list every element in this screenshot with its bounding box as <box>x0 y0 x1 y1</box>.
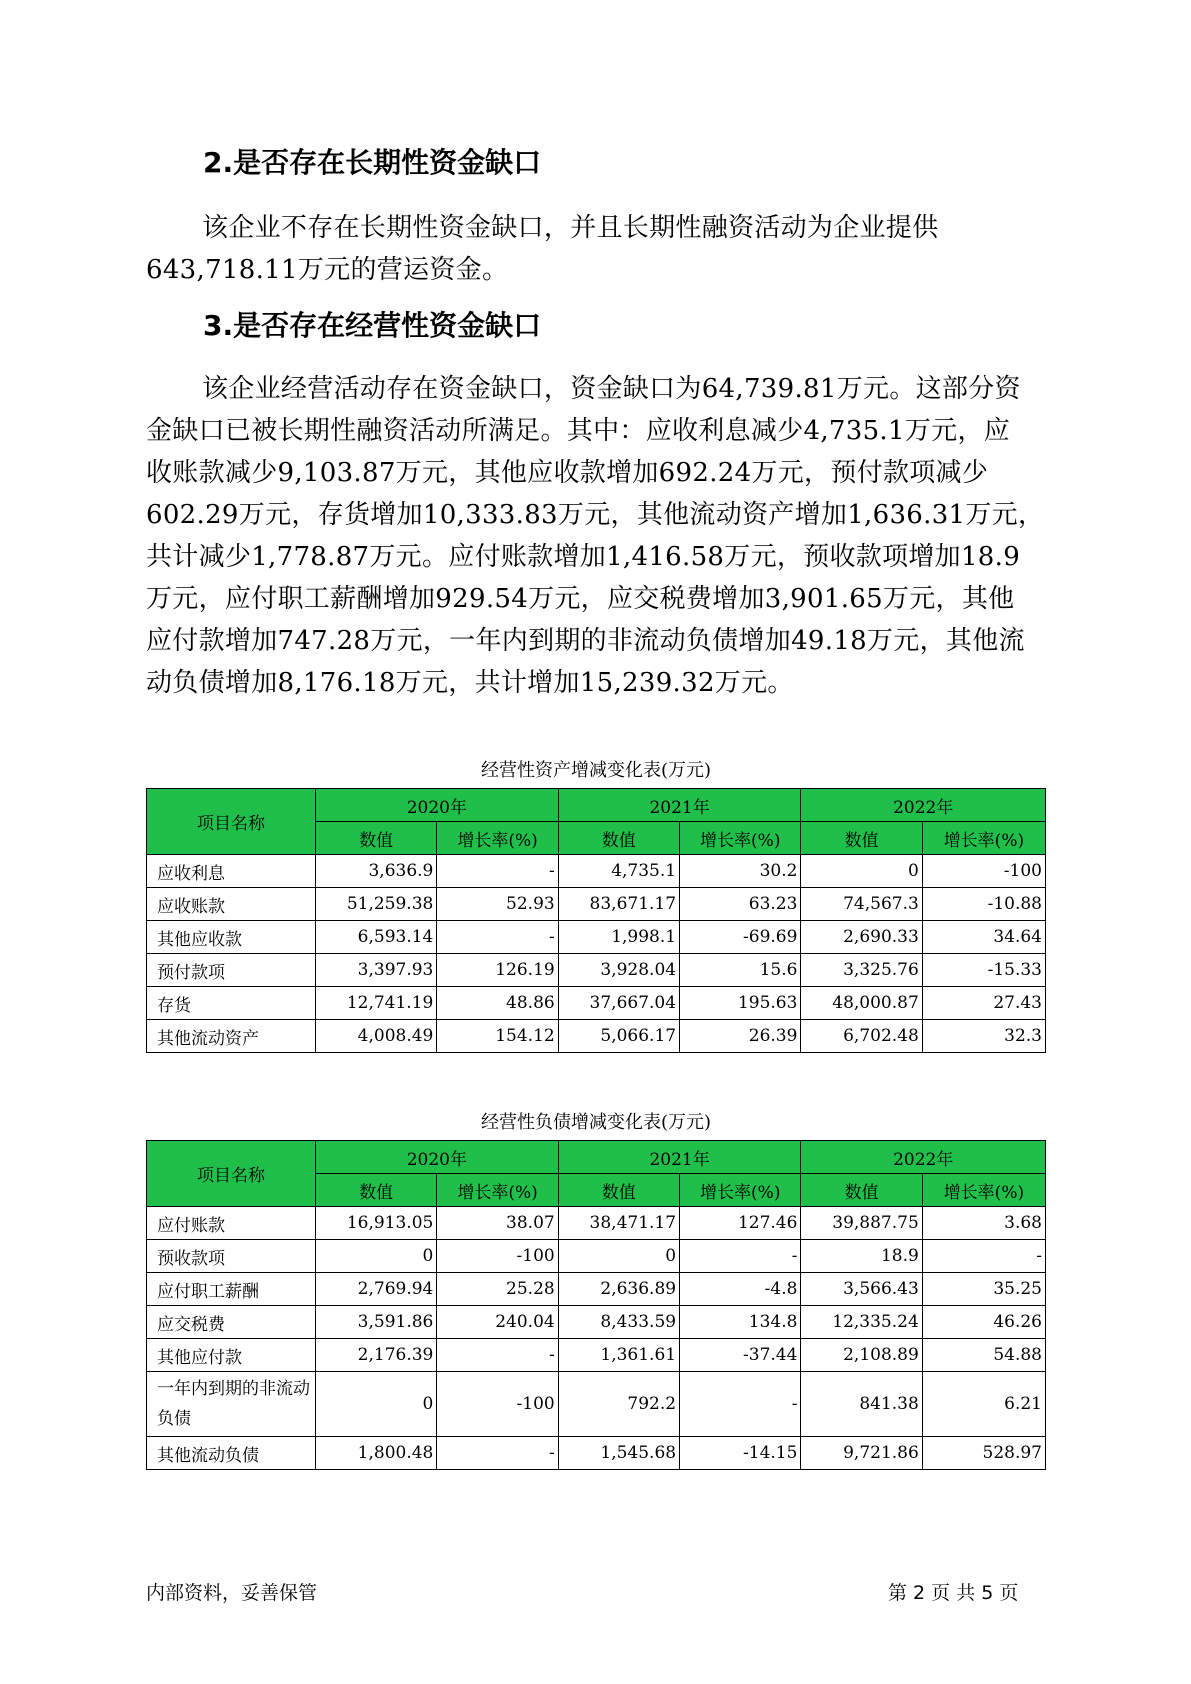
paragraph-line: 动负债增加8,176.18万元，共计增加15,239.32万元。 <box>146 668 794 698</box>
row-label: 预收款项 <box>147 1240 316 1273</box>
value-cell: 12,335.24 <box>801 1306 922 1339</box>
rate-cell: 27.43 <box>922 987 1045 1020</box>
header-item-name: 项目名称 <box>147 789 316 855</box>
value-cell: 6,593.14 <box>316 921 437 954</box>
row-label: 应付账款 <box>147 1207 316 1240</box>
value-cell: 2,636.89 <box>558 1273 679 1306</box>
rate-cell: 35.25 <box>922 1273 1045 1306</box>
rate-cell: - <box>680 1372 801 1437</box>
rate-cell: 154.12 <box>437 1020 558 1053</box>
rate-cell: 195.63 <box>680 987 801 1020</box>
rate-cell: 30.2 <box>680 855 801 888</box>
rate-cell: 134.8 <box>680 1306 801 1339</box>
row-label: 其他应付款 <box>147 1339 316 1372</box>
value-cell: 3,566.43 <box>801 1273 922 1306</box>
rate-cell: - <box>437 855 558 888</box>
header-rate: 增长率(%) <box>437 1174 558 1207</box>
table-row <box>147 954 1046 987</box>
value-cell: 0 <box>316 1372 437 1437</box>
paragraph-line: 643,718.11万元的营运资金。 <box>146 255 509 285</box>
value-cell: 5,066.17 <box>558 1020 679 1053</box>
header-value: 数值 <box>801 822 922 855</box>
header-year-2022: 2022年 <box>801 789 1046 822</box>
header-year-2022: 2022年 <box>801 1141 1046 1174</box>
header-value: 数值 <box>801 1174 922 1207</box>
rate-cell: 54.88 <box>922 1339 1045 1372</box>
footer-confidential-note: 内部资料，妥善保管 <box>146 1582 318 1604</box>
value-cell: 9,721.86 <box>801 1437 922 1470</box>
rate-cell: 6.21 <box>922 1372 1045 1437</box>
header-item-name: 项目名称 <box>147 1141 316 1207</box>
value-cell: 6,702.48 <box>801 1020 922 1053</box>
rate-cell: - <box>437 921 558 954</box>
value-cell: 12,741.19 <box>316 987 437 1020</box>
rate-cell: -4.8 <box>680 1273 801 1306</box>
section-heading-3: 3.是否存在经营性资金缺口 <box>203 309 542 342</box>
header-year-2020: 2020年 <box>316 1141 559 1174</box>
value-cell: 3,591.86 <box>316 1306 437 1339</box>
header-rate: 增长率(%) <box>922 1174 1045 1207</box>
paragraph-line: 共计减少1,778.87万元。应付账款增加1,416.58万元，预收款项增加18.9 <box>146 542 1021 572</box>
rate-cell: 26.39 <box>680 1020 801 1053</box>
row-label: 应收账款 <box>147 888 316 921</box>
rate-cell: 240.04 <box>437 1306 558 1339</box>
value-cell: 3,325.76 <box>801 954 922 987</box>
row-label: 其他流动负债 <box>147 1437 316 1470</box>
value-cell: 841.38 <box>801 1372 922 1437</box>
rate-cell: -100 <box>437 1240 558 1273</box>
header-year-2021: 2021年 <box>558 789 801 822</box>
paragraph-line: 该企业不存在长期性资金缺口，并且长期性融资活动为企业提供 <box>202 213 939 243</box>
value-cell: 39,887.75 <box>801 1207 922 1240</box>
header-rate: 增长率(%) <box>680 1174 801 1207</box>
paragraph-line: 万元，应付职工薪酬增加929.54万元，应交税费增加3,901.65万元，其他 <box>146 584 1015 614</box>
rate-cell: 38.07 <box>437 1207 558 1240</box>
row-label: 其他流动资产 <box>147 1020 316 1053</box>
paragraph-operating-gap <box>146 368 1052 704</box>
table-caption-assets: 经营性资产增减变化表(万元) <box>480 760 712 781</box>
footer-page-number: 第 2 页 共 5 页 <box>888 1582 1019 1604</box>
header-year-2020: 2020年 <box>316 789 559 822</box>
value-cell: 83,671.17 <box>558 888 679 921</box>
value-cell: 37,667.04 <box>558 987 679 1020</box>
operating-assets-table <box>146 788 1046 1053</box>
table-row <box>147 1306 1046 1339</box>
rate-cell: -100 <box>437 1372 558 1437</box>
table-row <box>147 921 1046 954</box>
rate-cell: -37.44 <box>680 1339 801 1372</box>
paragraph-line: 应付款增加747.28万元，一年内到期的非流动负债增加49.18万元，其他流 <box>146 626 1025 656</box>
table-row <box>147 1339 1046 1372</box>
rate-cell: 52.93 <box>437 888 558 921</box>
header-year-2021: 2021年 <box>558 1141 801 1174</box>
rate-cell: 25.28 <box>437 1273 558 1306</box>
value-cell: 2,176.39 <box>316 1339 437 1372</box>
value-cell: 0 <box>558 1240 679 1273</box>
paragraph-long-term-gap <box>146 207 1052 291</box>
rate-cell: 3.68 <box>922 1207 1045 1240</box>
value-cell: 51,259.38 <box>316 888 437 921</box>
table-row <box>147 1207 1046 1240</box>
rate-cell: - <box>437 1339 558 1372</box>
header-rate: 增长率(%) <box>922 822 1045 855</box>
row-label: 应收利息 <box>147 855 316 888</box>
table-row <box>147 855 1046 888</box>
value-cell: 792.2 <box>558 1372 679 1437</box>
rate-cell: 15.6 <box>680 954 801 987</box>
rate-cell: 32.3 <box>922 1020 1045 1053</box>
row-label: 存货 <box>147 987 316 1020</box>
header-value: 数值 <box>316 822 437 855</box>
value-cell: 3,636.9 <box>316 855 437 888</box>
header-value: 数值 <box>558 822 679 855</box>
value-cell: 48,000.87 <box>801 987 922 1020</box>
value-cell: 2,690.33 <box>801 921 922 954</box>
table-row <box>147 1372 1046 1437</box>
rate-cell: 48.86 <box>437 987 558 1020</box>
table-body <box>147 1207 1046 1470</box>
value-cell: 4,735.1 <box>558 855 679 888</box>
value-cell: 2,769.94 <box>316 1273 437 1306</box>
rate-cell: - <box>922 1240 1045 1273</box>
paragraph-line: 收账款减少9,103.87万元，其他应收款增加692.24万元，预付款项减少 <box>146 458 989 488</box>
value-cell: 1,800.48 <box>316 1437 437 1470</box>
table-caption-liabilities: 经营性负债增减变化表(万元) <box>480 1112 712 1133</box>
table-row <box>147 1273 1046 1306</box>
value-cell: 3,397.93 <box>316 954 437 987</box>
rate-cell: 46.26 <box>922 1306 1045 1339</box>
rate-cell: -10.88 <box>922 888 1045 921</box>
value-cell: 1,998.1 <box>558 921 679 954</box>
header-rate: 增长率(%) <box>680 822 801 855</box>
row-label: 预付款项 <box>147 954 316 987</box>
paragraph-line: 602.29万元，存货增加10,333.83万元，其他流动资产增加1,636.31万元， <box>146 500 1045 530</box>
header-rate: 增长率(%) <box>437 822 558 855</box>
paragraph-line: 金缺口已被长期性融资活动所满足。其中：应收利息减少4,735.1万元，应 <box>146 416 1011 446</box>
value-cell: 0 <box>316 1240 437 1273</box>
value-cell: 3,928.04 <box>558 954 679 987</box>
row-label: 应交税费 <box>147 1306 316 1339</box>
value-cell: 38,471.17 <box>558 1207 679 1240</box>
row-label: 其他应收款 <box>147 921 316 954</box>
value-cell: 1,361.61 <box>558 1339 679 1372</box>
section-heading-2: 2.是否存在长期性资金缺口 <box>203 146 542 179</box>
rate-cell: -14.15 <box>680 1437 801 1470</box>
value-cell: 4,008.49 <box>316 1020 437 1053</box>
value-cell: 16,913.05 <box>316 1207 437 1240</box>
table-row <box>147 1240 1046 1273</box>
rate-cell: -69.69 <box>680 921 801 954</box>
value-cell: 0 <box>801 855 922 888</box>
table-row <box>147 1020 1046 1053</box>
rate-cell: 63.23 <box>680 888 801 921</box>
rate-cell: 34.64 <box>922 921 1045 954</box>
row-label: 一年内到期的非流动负债 <box>147 1372 316 1437</box>
rate-cell: - <box>680 1240 801 1273</box>
value-cell: 8,433.59 <box>558 1306 679 1339</box>
header-value: 数值 <box>558 1174 679 1207</box>
table-row <box>147 1437 1046 1470</box>
operating-liabilities-table <box>146 1140 1046 1470</box>
rate-cell: -15.33 <box>922 954 1045 987</box>
rate-cell: 127.46 <box>680 1207 801 1240</box>
value-cell: 18.9 <box>801 1240 922 1273</box>
value-cell: 74,567.3 <box>801 888 922 921</box>
header-value: 数值 <box>316 1174 437 1207</box>
row-label: 应付职工薪酬 <box>147 1273 316 1306</box>
table-row <box>147 987 1046 1020</box>
rate-cell: 126.19 <box>437 954 558 987</box>
paragraph-line: 该企业经营活动存在资金缺口，资金缺口为64,739.81万元。这部分资 <box>202 374 1021 404</box>
rate-cell: - <box>437 1437 558 1470</box>
value-cell: 2,108.89 <box>801 1339 922 1372</box>
rate-cell: 528.97 <box>922 1437 1045 1470</box>
table-body <box>147 855 1046 1053</box>
value-cell: 1,545.68 <box>558 1437 679 1470</box>
rate-cell: -100 <box>922 855 1045 888</box>
table-row <box>147 888 1046 921</box>
